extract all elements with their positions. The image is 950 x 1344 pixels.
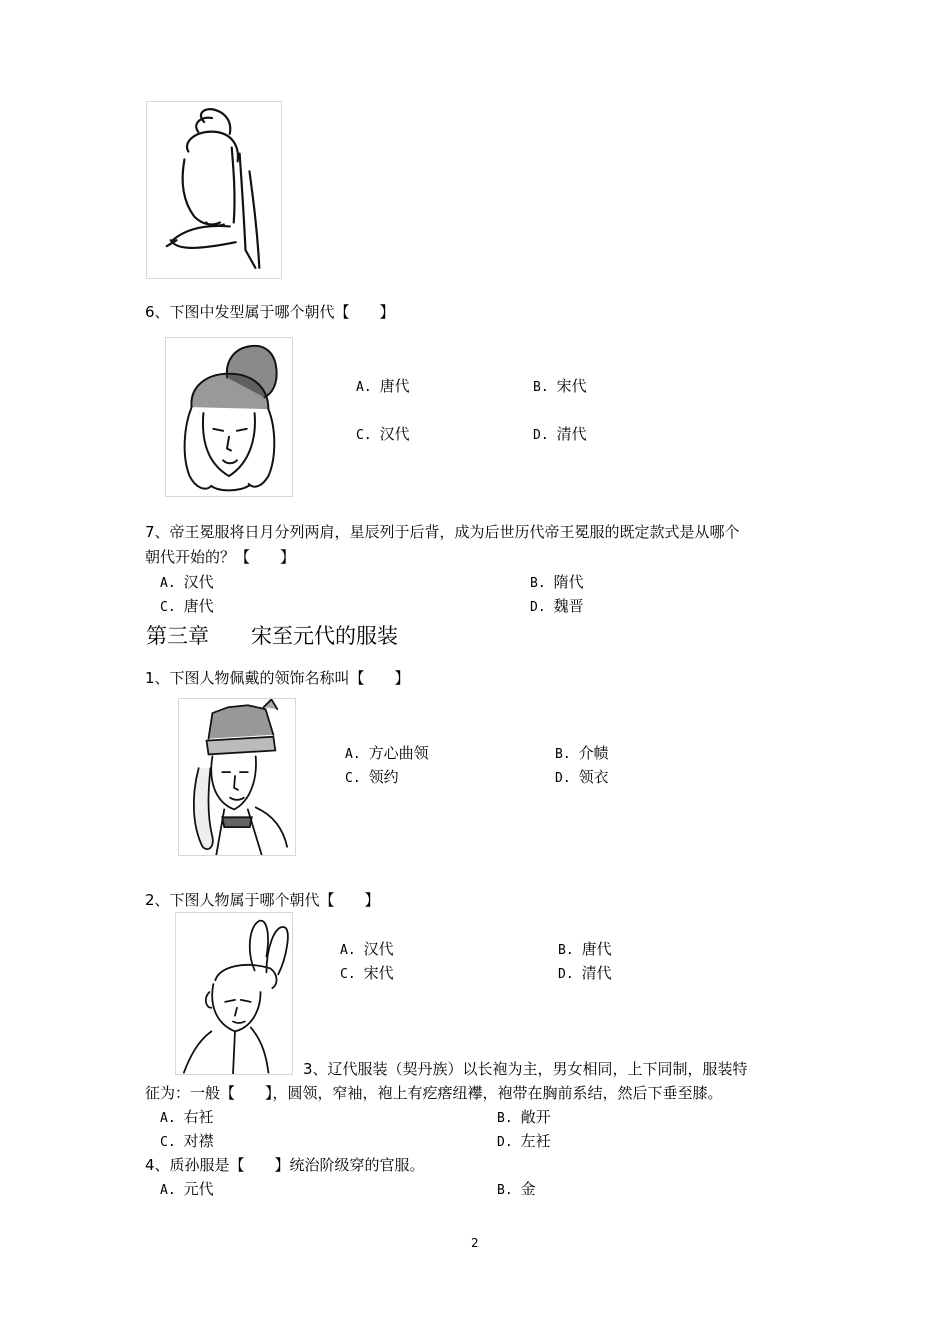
sketch-official-crown-icon	[179, 699, 295, 855]
chapter-heading: 第三章 宋至元代的服装	[146, 624, 398, 648]
illustration-hairstyle	[165, 337, 293, 497]
c3q2-option-b[interactable]: B. 唐代	[558, 940, 612, 958]
question-7-line1: 7、帝王冕服将日月分列两肩，星辰列于后背，成为后世历代帝王冕服的既定款式是从哪个	[145, 523, 740, 541]
c3q1-option-c[interactable]: C. 领约	[345, 768, 399, 786]
sketch-woman-high-bun-icon	[176, 913, 292, 1074]
illustration-song-figure	[175, 912, 293, 1075]
c3q2-option-a[interactable]: A. 汉代	[340, 940, 394, 958]
q7-option-c[interactable]: C. 唐代	[160, 597, 214, 615]
c3-question-1: 1、下图人物佩戴的领饰名称叫【 】	[145, 669, 410, 687]
c3q2-option-c[interactable]: C. 宋代	[340, 964, 394, 982]
c3q3-option-c[interactable]: C. 对襟	[160, 1132, 214, 1150]
q7-option-d[interactable]: D. 魏晋	[530, 597, 584, 615]
c3q3-option-a[interactable]: A. 右衽	[160, 1108, 214, 1126]
illustration-head-topknot	[146, 101, 282, 279]
c3q3-option-b[interactable]: B. 敞开	[497, 1108, 551, 1126]
c3q2-option-d[interactable]: D. 清代	[558, 964, 612, 982]
c3q1-option-d[interactable]: D. 领衣	[555, 768, 609, 786]
q6-option-d[interactable]: D. 清代	[533, 425, 587, 443]
c3-question-2: 2、下图人物属于哪个朝代【 】	[145, 891, 380, 909]
c3q4-option-b[interactable]: B. 金	[497, 1180, 536, 1198]
illustration-collar-ornament	[178, 698, 296, 856]
c3q3-option-d[interactable]: D. 左衽	[497, 1132, 551, 1150]
q7-option-b[interactable]: B. 隋代	[530, 573, 584, 591]
c3-question-4: 4、质孙服是【 】统治阶级穿的官服。	[145, 1156, 425, 1174]
sketch-head-topknot-icon	[147, 102, 281, 278]
q6-option-b[interactable]: B. 宋代	[533, 377, 587, 395]
c3q1-option-a[interactable]: A. 方心曲领	[345, 744, 429, 762]
q7-option-a[interactable]: A. 汉代	[160, 573, 214, 591]
c3-question-3-line2: 征为：一般【 】，圆领，窄袖，袍上有疙瘩纽襻，袍带在胸前系结，然后下垂至膝。	[145, 1084, 723, 1102]
page-number: 2	[471, 1236, 479, 1250]
question-7-line2: 朝代开始的？【 】	[145, 548, 296, 566]
q6-option-a[interactable]: A. 唐代	[356, 377, 410, 395]
c3-question-3-line1: 3、辽代服装（契丹族）以长袍为主，男女相同，上下同制，服装特	[303, 1060, 748, 1078]
q6-option-c[interactable]: C. 汉代	[356, 425, 410, 443]
c3q1-option-b[interactable]: B. 介帻	[555, 744, 609, 762]
c3q4-option-a[interactable]: A. 元代	[160, 1180, 214, 1198]
sketch-woman-hairstyle-icon	[166, 338, 292, 496]
question-6: 6、下图中发型属于哪个朝代【 】	[145, 303, 395, 321]
